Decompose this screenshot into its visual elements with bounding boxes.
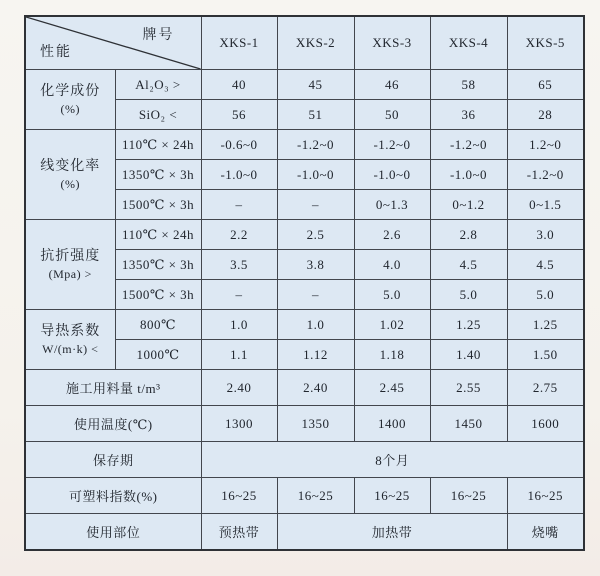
- group-label-chemical: [25, 70, 115, 130]
- table-row: [25, 310, 584, 340]
- value-cell: 2.75: [507, 370, 584, 406]
- row-label-al2o3: Al₂O₃ >: [115, 70, 201, 100]
- value-cell: 1.2~0: [507, 130, 584, 160]
- corner-performance-label: 性能: [40, 45, 72, 60]
- value-cell: –: [201, 280, 277, 310]
- value-cell: 1.0: [201, 310, 277, 340]
- row-label-plasticity-index: 可塑料指数(%): [25, 478, 201, 514]
- group-label-thermal-conductivity: [25, 310, 115, 370]
- value-cell: 5.0: [354, 280, 430, 310]
- value-cell: 0~1.3: [354, 190, 430, 220]
- value-cell: 16~25: [277, 478, 354, 514]
- value-cell: 50: [354, 100, 430, 130]
- usage-zone-burner: 烧嘴: [507, 514, 584, 550]
- column-header-xks-4: XKS-4: [430, 16, 507, 70]
- column-header-xks-1: XKS-1: [201, 16, 277, 70]
- value-cell: 4.0: [354, 250, 430, 280]
- value-cell: 45: [277, 70, 354, 100]
- row-label-service-temperature: 使用温度(℃): [25, 406, 201, 442]
- value-cell: 1.40: [430, 340, 507, 370]
- value-cell: 1450: [430, 406, 507, 442]
- value-cell: 2.55: [430, 370, 507, 406]
- value-cell: 4.5: [507, 250, 584, 280]
- row-label-1350c-3h: 1350℃ × 3h: [115, 160, 201, 190]
- group-name: 化学成份: [40, 84, 101, 100]
- row-label-110c-24h: 110℃ × 24h: [115, 130, 201, 160]
- row-label-sio2: SiO₂ <: [115, 100, 201, 130]
- value-cell: 65: [507, 70, 584, 100]
- value-cell: 1.1: [201, 340, 277, 370]
- value-cell: 2.2: [201, 220, 277, 250]
- table-row: [25, 70, 584, 100]
- table-row: [25, 130, 584, 160]
- value-cell: 16~25: [430, 478, 507, 514]
- group-unit: W/(m·k) <: [42, 342, 99, 357]
- header-row: [25, 16, 584, 70]
- table-row: [25, 406, 584, 442]
- row-label-1500c-3h: 1500℃ × 3h: [115, 280, 201, 310]
- table-row: [25, 370, 584, 406]
- value-cell: 1600: [507, 406, 584, 442]
- value-cell: 5.0: [430, 280, 507, 310]
- row-label-1350c-3h: 1350℃ × 3h: [115, 250, 201, 280]
- row-label-material-amount: 施工用料量 t/m³: [25, 370, 201, 406]
- column-header-xks-2: XKS-2: [277, 16, 354, 70]
- value-cell: -1.2~0: [430, 130, 507, 160]
- group-unit: (Mpa) >: [48, 267, 92, 282]
- row-label-1000c: 1000℃: [115, 340, 201, 370]
- row-label-1500c-3h: 1500℃ × 3h: [115, 190, 201, 220]
- value-cell: –: [201, 190, 277, 220]
- value-cell: 1.50: [507, 340, 584, 370]
- value-cell: 1.25: [430, 310, 507, 340]
- value-cell: -1.0~0: [201, 160, 277, 190]
- group-unit: (%): [60, 177, 80, 192]
- value-cell: 2.8: [430, 220, 507, 250]
- table-row: [25, 220, 584, 250]
- value-cell: 3.8: [277, 250, 354, 280]
- group-label-flexural-strength: [25, 220, 115, 310]
- value-cell: 0~1.2: [430, 190, 507, 220]
- value-cell: 51: [277, 100, 354, 130]
- value-cell: -1.2~0: [277, 130, 354, 160]
- value-cell: 1.18: [354, 340, 430, 370]
- spec-table: [24, 15, 585, 551]
- value-cell: 1.12: [277, 340, 354, 370]
- value-cell: 2.45: [354, 370, 430, 406]
- column-header-xks-3: XKS-3: [354, 16, 430, 70]
- storage-period-value: 8个月: [201, 442, 584, 478]
- value-cell: –: [277, 190, 354, 220]
- value-cell: -1.0~0: [354, 160, 430, 190]
- value-cell: 1.0: [277, 310, 354, 340]
- value-cell: -0.6~0: [201, 130, 277, 160]
- value-cell: 58: [430, 70, 507, 100]
- value-cell: -1.0~0: [277, 160, 354, 190]
- row-label-storage-period: 保存期: [25, 442, 201, 478]
- value-cell: 2.5: [277, 220, 354, 250]
- value-cell: -1.2~0: [507, 160, 584, 190]
- value-cell: 16~25: [354, 478, 430, 514]
- value-cell: 0~1.5: [507, 190, 584, 220]
- value-cell: 5.0: [507, 280, 584, 310]
- row-label-usage-location: 使用部位: [25, 514, 201, 550]
- value-cell: 1.25: [507, 310, 584, 340]
- group-unit: (%): [60, 102, 80, 117]
- table-row: [25, 514, 584, 550]
- value-cell: 4.5: [430, 250, 507, 280]
- value-cell: 56: [201, 100, 277, 130]
- value-cell: 3.0: [507, 220, 584, 250]
- value-cell: 1400: [354, 406, 430, 442]
- value-cell: 3.5: [201, 250, 277, 280]
- value-cell: 40: [201, 70, 277, 100]
- value-cell: 1300: [201, 406, 277, 442]
- column-header-xks-5: XKS-5: [507, 16, 584, 70]
- value-cell: 16~25: [507, 478, 584, 514]
- value-cell: 28: [507, 100, 584, 130]
- corner-cell: [25, 16, 201, 70]
- value-cell: 1.02: [354, 310, 430, 340]
- value-cell: -1.2~0: [354, 130, 430, 160]
- value-cell: 1350: [277, 406, 354, 442]
- value-cell: 36: [430, 100, 507, 130]
- corner-brand-label: 牌号: [142, 28, 175, 43]
- value-cell: –: [277, 280, 354, 310]
- group-name: 导热系数: [40, 324, 101, 340]
- table-row: [25, 478, 584, 514]
- usage-zone-preheat: 预热带: [201, 514, 277, 550]
- table-row: [25, 442, 584, 478]
- row-label-110c-24h: 110℃ × 24h: [115, 220, 201, 250]
- value-cell: 2.40: [201, 370, 277, 406]
- group-label-linear-change: [25, 130, 115, 220]
- usage-zone-heating: 加热带: [277, 514, 507, 550]
- row-label-800c: 800℃: [115, 310, 201, 340]
- value-cell: 2.40: [277, 370, 354, 406]
- group-name: 线变化率: [40, 159, 101, 175]
- value-cell: -1.0~0: [430, 160, 507, 190]
- value-cell: 2.6: [354, 220, 430, 250]
- value-cell: 16~25: [201, 478, 277, 514]
- value-cell: 46: [354, 70, 430, 100]
- group-name: 抗折强度: [40, 249, 101, 265]
